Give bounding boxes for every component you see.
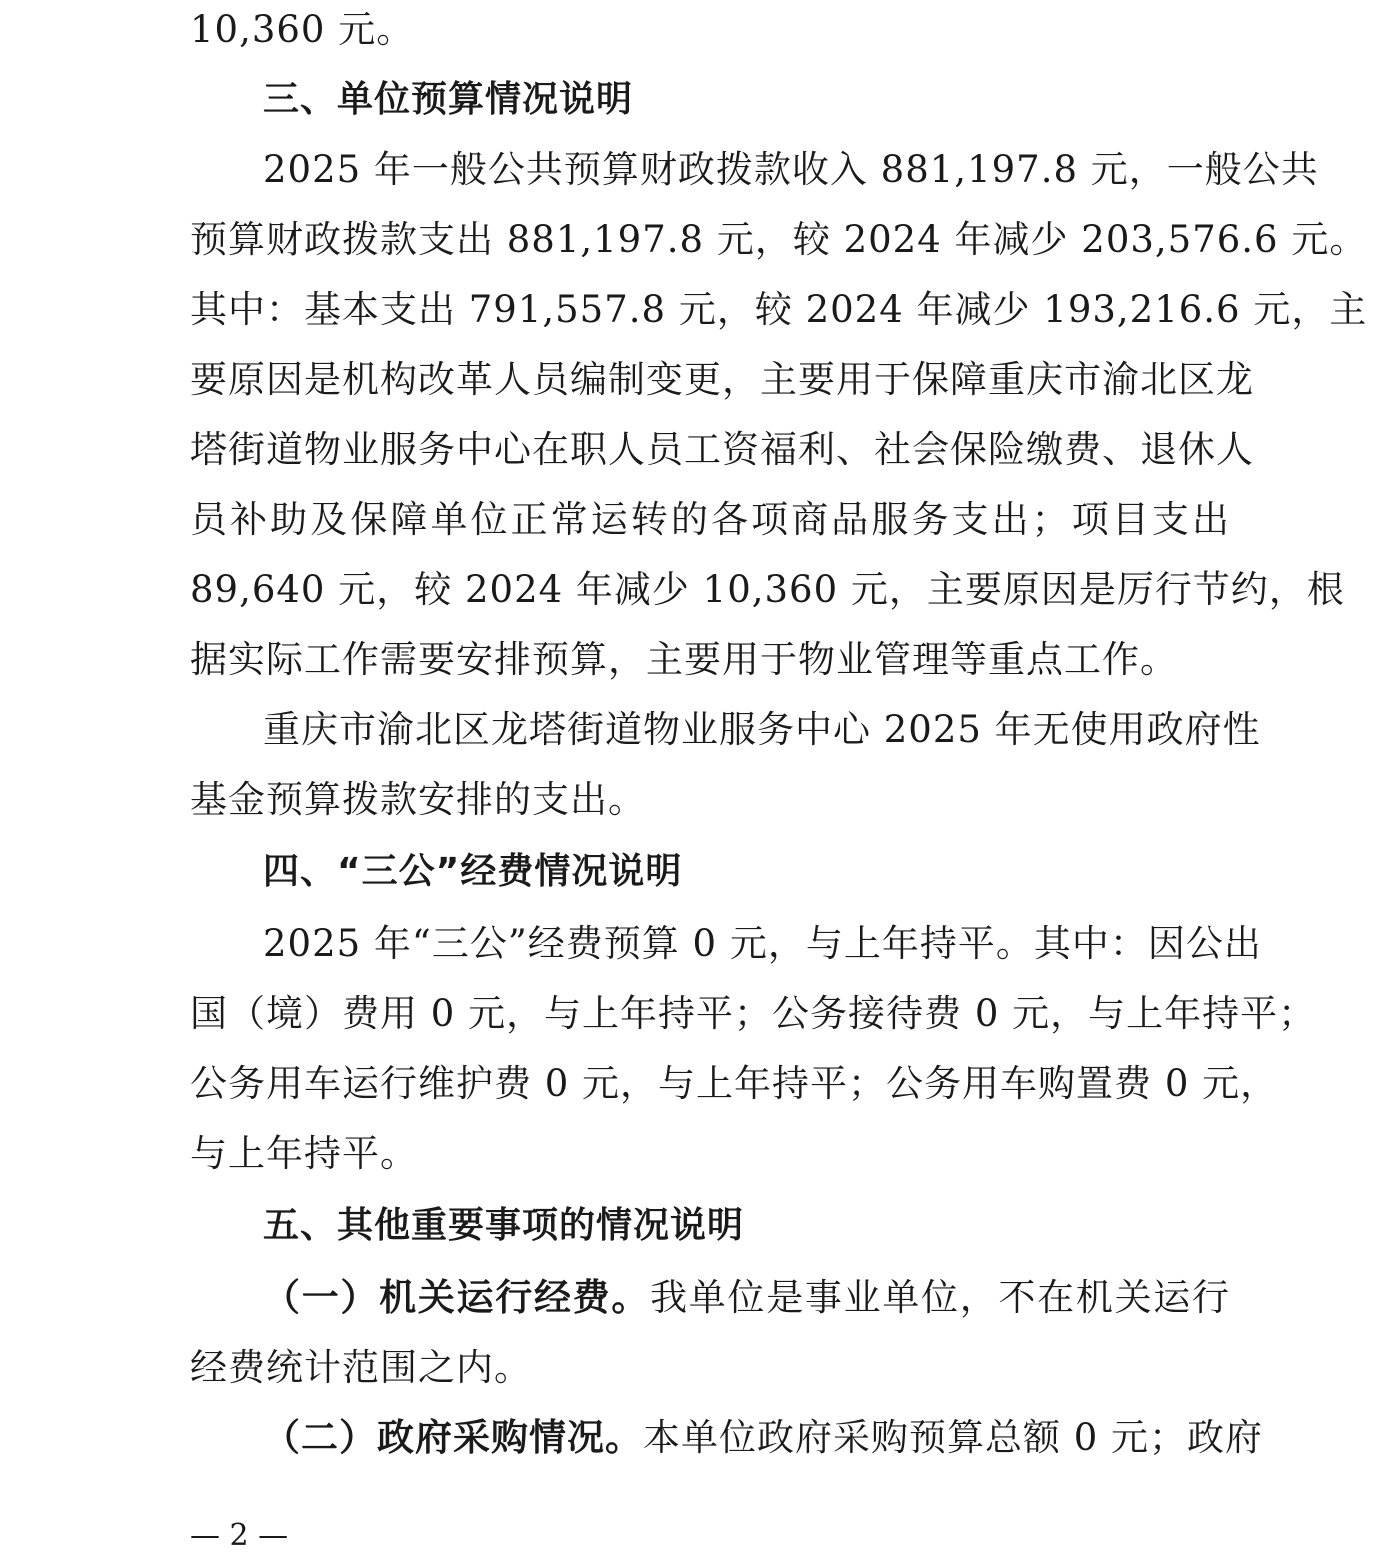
paragraph-operating-costs bbox=[263, 1274, 1230, 1322]
text-line-10: 据实际工作需要安排预算，主要用于物业管理等重点工作。 bbox=[190, 638, 1178, 681]
section-heading-5: 五、其他重要事项的情况说明 bbox=[263, 1205, 745, 1246]
text-line-15: 国（境）费用 0 元，与上年持平；公务接待费 0 元，与上年持平； bbox=[190, 992, 1317, 1035]
text-line-20: 经费统计范围之内。 bbox=[190, 1346, 532, 1389]
text-line-9: 89,640 元，较 2024 年减少 10,360 元，主要原因是厉行节约，根 bbox=[190, 568, 1345, 611]
text-line-8: 员补助及保障单位正常运转的各项商品服务支出；项目支出 bbox=[190, 498, 1230, 541]
text-line-1: 10,360 元。 bbox=[190, 8, 415, 51]
procurement-text: 本单位政府采购预算总额 0 元；政府 bbox=[643, 1416, 1264, 1459]
text-line-4: 预算财政拨款支出 881,197.8 元，较 2024 年减少 203,576.6 元。 bbox=[190, 218, 1368, 261]
section-heading-4: 四、“三公”经费情况说明 bbox=[263, 851, 683, 892]
text-line-6: 要原因是机构改革人员编制变更，主要用于保障重庆市渝北区龙 bbox=[190, 358, 1254, 401]
text-line-7: 塔街道物业服务中心在职人员工资福利、社会保险缴费、退休人 bbox=[190, 428, 1254, 471]
text-line-11: 重庆市渝北区龙塔街道物业服务中心 2025 年无使用政府性 bbox=[263, 708, 1261, 751]
text-line-12: 基金预算拨款安排的支出。 bbox=[190, 778, 646, 821]
text-line-3: 2025 年一般公共预算财政拨款收入 881,197.8 元，一般公共 bbox=[263, 148, 1319, 191]
text-line-14: 2025 年“三公”经费预算 0 元，与上年持平。其中：因公出 bbox=[263, 922, 1262, 965]
text-line-17: 与上年持平。 bbox=[190, 1132, 418, 1175]
text-line-16: 公务用车运行维护费 0 元，与上年持平；公务用车购置费 0 元， bbox=[190, 1062, 1279, 1105]
section-heading-3: 三、单位预算情况说明 bbox=[263, 79, 634, 120]
operating-costs-text: 我单位是事业单位，不在机关运行 bbox=[650, 1276, 1231, 1319]
paragraph-procurement bbox=[263, 1414, 1264, 1462]
page-number: — 2 — bbox=[190, 1518, 289, 1553]
sub-heading-procurement: （二）政府采购情况。 bbox=[263, 1416, 643, 1459]
text-line-5: 其中：基本支出 791,557.8 元，较 2024 年减少 193,216.6 元，主 bbox=[190, 288, 1368, 331]
sub-heading-operating-costs: （一）机关运行经费。 bbox=[263, 1276, 651, 1319]
